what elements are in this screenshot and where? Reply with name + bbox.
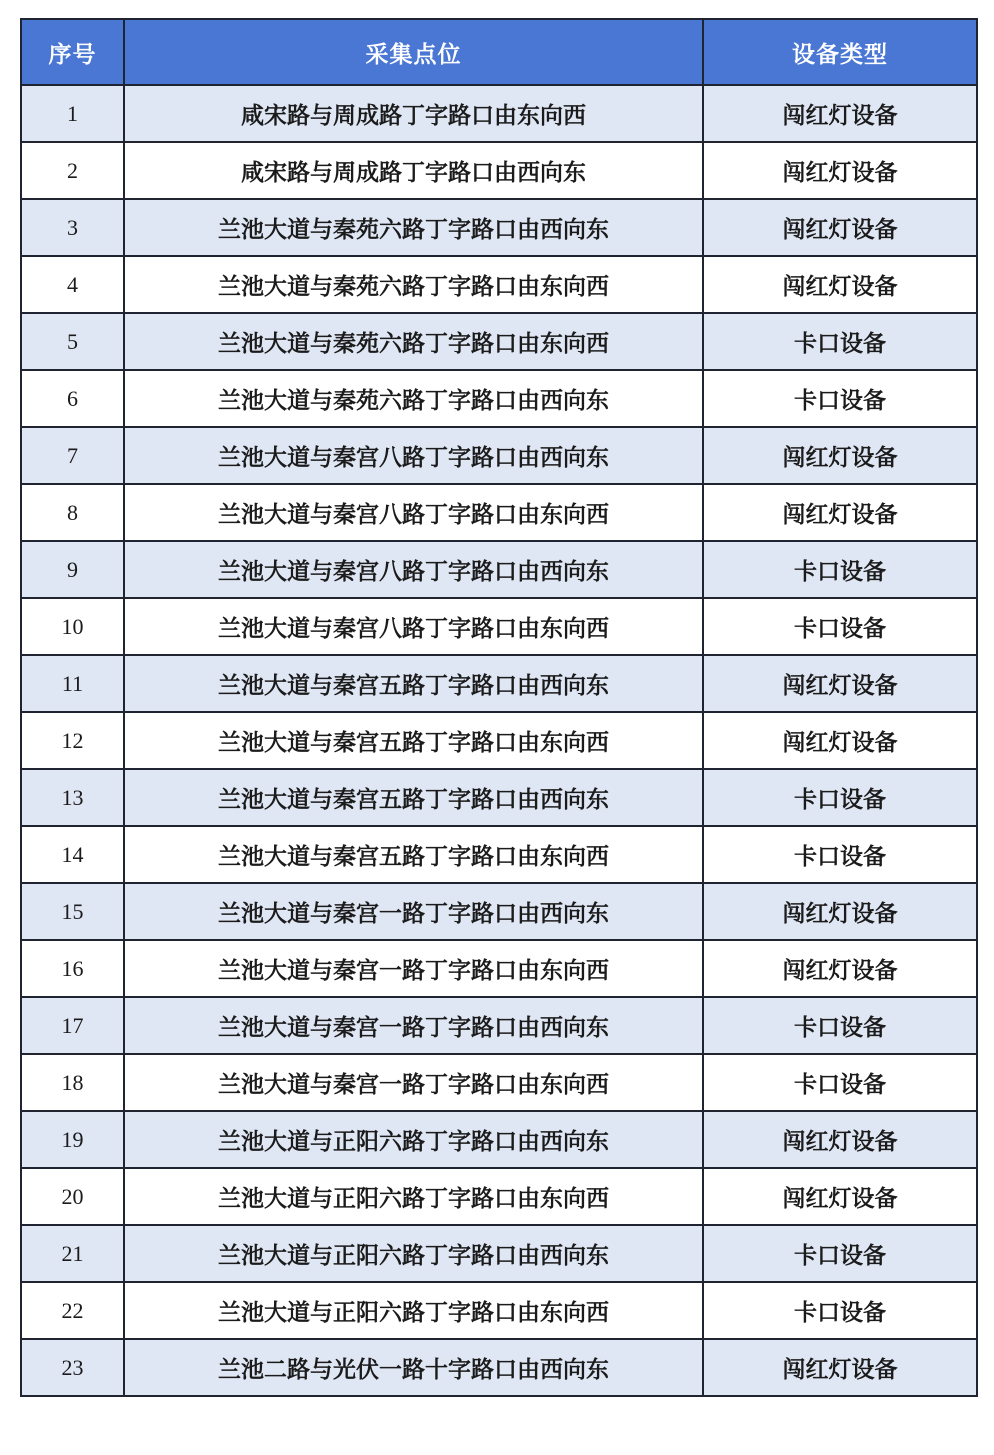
cell-index: 2 <box>21 142 124 199</box>
cell-device-type: 卡口设备 <box>703 541 977 598</box>
table-row <box>21 541 977 598</box>
cell-location: 兰池大道与正阳六路丁字路口由西向东 <box>124 1225 703 1282</box>
cell-index: 19 <box>21 1111 124 1168</box>
cell-index: 22 <box>21 1282 124 1339</box>
cell-index: 14 <box>21 826 124 883</box>
cell-index: 13 <box>21 769 124 826</box>
cell-location: 兰池大道与正阳六路丁字路口由东向西 <box>124 1282 703 1339</box>
cell-location: 兰池大道与秦宫八路丁字路口由东向西 <box>124 484 703 541</box>
cell-device-type: 卡口设备 <box>703 997 977 1054</box>
table-row <box>21 1111 977 1168</box>
table-row <box>21 1225 977 1282</box>
cell-device-type: 闯红灯设备 <box>703 256 977 313</box>
cell-index: 18 <box>21 1054 124 1111</box>
cell-device-type: 闯红灯设备 <box>703 142 977 199</box>
table-row <box>21 826 977 883</box>
cell-index: 17 <box>21 997 124 1054</box>
device-table <box>20 18 978 1397</box>
table-row <box>21 370 977 427</box>
cell-location: 兰池大道与秦宫一路丁字路口由东向西 <box>124 940 703 997</box>
cell-location: 兰池二路与光伏一路十字路口由西向东 <box>124 1339 703 1396</box>
cell-device-type: 闯红灯设备 <box>703 940 977 997</box>
table-row <box>21 142 977 199</box>
table-row <box>21 1168 977 1225</box>
cell-device-type: 闯红灯设备 <box>703 85 977 142</box>
cell-index: 11 <box>21 655 124 712</box>
cell-location: 兰池大道与秦苑六路丁字路口由东向西 <box>124 313 703 370</box>
cell-location: 兰池大道与秦苑六路丁字路口由西向东 <box>124 199 703 256</box>
cell-location: 兰池大道与秦宫五路丁字路口由西向东 <box>124 769 703 826</box>
cell-device-type: 闯红灯设备 <box>703 712 977 769</box>
cell-index: 23 <box>21 1339 124 1396</box>
table-row <box>21 1339 977 1396</box>
table-row <box>21 598 977 655</box>
table-row <box>21 256 977 313</box>
cell-location: 兰池大道与正阳六路丁字路口由东向西 <box>124 1168 703 1225</box>
table-row <box>21 313 977 370</box>
cell-location: 兰池大道与秦宫五路丁字路口由西向东 <box>124 655 703 712</box>
table-header-row <box>21 19 977 85</box>
table-row <box>21 85 977 142</box>
cell-device-type: 卡口设备 <box>703 1282 977 1339</box>
table-row <box>21 655 977 712</box>
table-row <box>21 883 977 940</box>
cell-location: 咸宋路与周成路丁字路口由西向东 <box>124 142 703 199</box>
column-header-device-type: 设备类型 <box>703 19 977 85</box>
table-row <box>21 940 977 997</box>
cell-device-type: 卡口设备 <box>703 1054 977 1111</box>
cell-index: 12 <box>21 712 124 769</box>
cell-device-type: 闯红灯设备 <box>703 484 977 541</box>
table-row <box>21 769 977 826</box>
cell-index: 21 <box>21 1225 124 1282</box>
cell-location: 兰池大道与秦宫八路丁字路口由西向东 <box>124 541 703 598</box>
cell-location: 兰池大道与秦宫一路丁字路口由西向东 <box>124 997 703 1054</box>
cell-device-type: 闯红灯设备 <box>703 883 977 940</box>
cell-index: 3 <box>21 199 124 256</box>
device-table-container <box>20 18 976 1397</box>
cell-index: 16 <box>21 940 124 997</box>
cell-location: 兰池大道与秦宫五路丁字路口由东向西 <box>124 826 703 883</box>
cell-index: 9 <box>21 541 124 598</box>
cell-device-type: 闯红灯设备 <box>703 1111 977 1168</box>
cell-device-type: 闯红灯设备 <box>703 199 977 256</box>
table-body <box>21 85 977 1396</box>
cell-location: 兰池大道与秦苑六路丁字路口由东向西 <box>124 256 703 313</box>
cell-location: 兰池大道与正阳六路丁字路口由西向东 <box>124 1111 703 1168</box>
cell-device-type: 卡口设备 <box>703 598 977 655</box>
cell-device-type: 闯红灯设备 <box>703 427 977 484</box>
table-row <box>21 484 977 541</box>
cell-location: 兰池大道与秦宫八路丁字路口由西向东 <box>124 427 703 484</box>
column-header-location: 采集点位 <box>124 19 703 85</box>
table-row <box>21 712 977 769</box>
cell-device-type: 卡口设备 <box>703 1225 977 1282</box>
cell-location: 兰池大道与秦宫五路丁字路口由东向西 <box>124 712 703 769</box>
cell-device-type: 卡口设备 <box>703 370 977 427</box>
table-row <box>21 997 977 1054</box>
cell-device-type: 卡口设备 <box>703 313 977 370</box>
cell-index: 6 <box>21 370 124 427</box>
cell-device-type: 闯红灯设备 <box>703 1168 977 1225</box>
table-row <box>21 1282 977 1339</box>
cell-index: 8 <box>21 484 124 541</box>
cell-location: 兰池大道与秦宫八路丁字路口由东向西 <box>124 598 703 655</box>
cell-location: 兰池大道与秦宫一路丁字路口由西向东 <box>124 883 703 940</box>
cell-index: 7 <box>21 427 124 484</box>
cell-index: 4 <box>21 256 124 313</box>
cell-location: 兰池大道与秦苑六路丁字路口由西向东 <box>124 370 703 427</box>
table-row <box>21 1054 977 1111</box>
cell-location: 咸宋路与周成路丁字路口由东向西 <box>124 85 703 142</box>
cell-device-type: 闯红灯设备 <box>703 1339 977 1396</box>
cell-index: 20 <box>21 1168 124 1225</box>
cell-device-type: 闯红灯设备 <box>703 655 977 712</box>
column-header-index: 序号 <box>21 19 124 85</box>
cell-index: 15 <box>21 883 124 940</box>
cell-index: 10 <box>21 598 124 655</box>
cell-location: 兰池大道与秦宫一路丁字路口由东向西 <box>124 1054 703 1111</box>
table-row <box>21 199 977 256</box>
cell-index: 1 <box>21 85 124 142</box>
cell-device-type: 卡口设备 <box>703 769 977 826</box>
cell-index: 5 <box>21 313 124 370</box>
cell-device-type: 卡口设备 <box>703 826 977 883</box>
table-row <box>21 427 977 484</box>
